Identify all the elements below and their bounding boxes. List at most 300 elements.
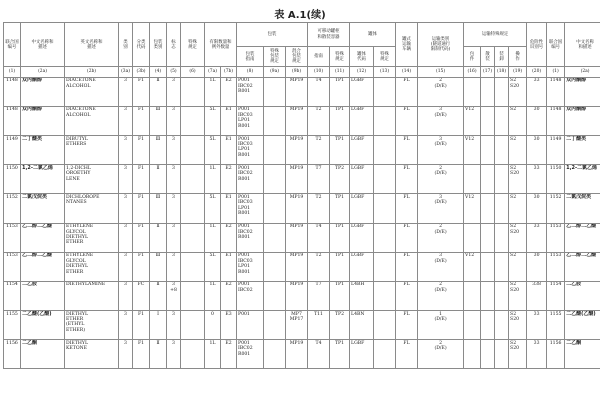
cell-tank-code: LGBF (350, 252, 374, 281)
column-number: (7b) (221, 67, 237, 77)
cell-tank-instruction: T7 (308, 165, 330, 194)
cell-tank-special: TP1 (330, 135, 350, 164)
cell-tank-special: TP1 (330, 281, 350, 310)
cell-special-provisions (181, 281, 205, 310)
header-tank-instruction: 指南 (308, 47, 330, 67)
cell-packages (464, 281, 481, 310)
cell-label: 3 (167, 311, 181, 340)
cell-en-name: DIACETONE ALCOHOL (65, 106, 119, 135)
cell-class: 3 (119, 281, 133, 310)
cell-tank-special: TP2 (330, 311, 350, 340)
cell-en-name: DIETHYL KETONE (65, 340, 119, 369)
header-packing-instruction: 包装 指南 (237, 47, 264, 67)
cell-un: 1153 (4, 223, 21, 252)
cell-tank-instruction: T7 (308, 281, 330, 310)
cell-tank-code: L4BN (350, 311, 374, 340)
cell-zh-name: 1,2-二氯乙烯 (21, 165, 65, 194)
cell-code: FC (133, 281, 150, 310)
cell-tank-code: LGBF (350, 135, 374, 164)
cell-limited-qty: 1L (205, 165, 221, 194)
cell-loading (495, 135, 509, 164)
cell-un-2: 1148 (547, 106, 565, 135)
cell-limited-qty: 0 (205, 311, 221, 340)
cell-special-packing (264, 340, 286, 369)
cell-packing-group: Ⅱ (150, 340, 167, 369)
cell-un: 1154 (4, 281, 21, 310)
cell-tank-code: LGBF (350, 194, 374, 223)
cell-mixed-packing: MP7 MP17 (286, 311, 308, 340)
cell-bulk (481, 340, 495, 369)
cell-zh-name-2: 1,2-二氯乙烯 (565, 165, 600, 194)
cell-class: 3 (119, 311, 133, 340)
cell-en-name: ETHYLENE GLYCOL DIETHYL ETHER (65, 223, 119, 252)
cell-transport-category: 2 (D/E) (418, 223, 464, 252)
cell-packages (464, 165, 481, 194)
cell-en-name: DIBUTYL ETHERS (65, 135, 119, 164)
cell-bulk (481, 281, 495, 310)
cell-tank-instruction: T2 (308, 194, 330, 223)
cell-tank-code: LGBF (350, 165, 374, 194)
cell-label: 3 (167, 106, 181, 135)
cell-un: 1148 (4, 77, 21, 106)
cell-packing-instruction: P001 IBC02 R001 (237, 165, 264, 194)
cell-packages: V12 (464, 106, 481, 135)
cell-mixed-packing: MP19 (286, 77, 308, 106)
cell-tank-instruction: T2 (308, 252, 330, 281)
header-mixed-packing: 混合 包装 规定 (286, 47, 308, 67)
cell-loading (495, 311, 509, 340)
table-row (4, 165, 600, 194)
column-number: (11) (330, 67, 350, 77)
cell-transport-category: 2 (D/E) (418, 340, 464, 369)
cell-hazard-id: 33 (527, 165, 547, 194)
cell-code: F1 (133, 194, 150, 223)
cell-tank-vehicle: FL (396, 281, 418, 310)
cell-operation: S2 (509, 135, 527, 164)
cell-tank-instruction: T11 (308, 311, 330, 340)
cell-operation: S2 S20 (509, 281, 527, 310)
cell-code: F1 (133, 135, 150, 164)
header-en-name: 英文名称和 描述 (65, 23, 119, 67)
column-number: (18) (495, 67, 509, 77)
cell-excepted-qty: E2 (221, 165, 237, 194)
cell-limited-qty: 1L (205, 340, 221, 369)
cell-bulk (481, 106, 495, 135)
cell-packing-instruction: P001 IBC02 R001 (237, 77, 264, 106)
cell-zh-name: 二乙胺 (21, 281, 65, 310)
cell-zh-name: 二丁醚类 (21, 135, 65, 164)
cell-tank-vehicle: FL (396, 194, 418, 223)
cell-code: F1 (133, 311, 150, 340)
cell-tank-code-special (374, 106, 396, 135)
column-number: (5) (167, 67, 181, 77)
cell-loading (495, 340, 509, 369)
cell-packing-instruction: P001 IBC03 LP01 R001 (237, 252, 264, 281)
cell-transport-category: 1 (D/E) (418, 311, 464, 340)
cell-label: 3 (167, 223, 181, 252)
cell-tank-special: TP1 (330, 340, 350, 369)
cell-zh-name: 乙二醇二乙醚 (21, 223, 65, 252)
header-packing: 包装 (237, 23, 308, 47)
cell-tank-special: TP1 (330, 106, 350, 135)
header-loading: 装 卸 (495, 47, 509, 67)
cell-tank-code-special (374, 135, 396, 164)
header-special-provisions: 特殊 规定 (181, 23, 205, 67)
cell-tank-vehicle: FL (396, 106, 418, 135)
header-transport-category: 运输类别 (隧道通行 限制代码) (418, 23, 464, 67)
cell-loading (495, 252, 509, 281)
cell-un: 1156 (4, 340, 21, 369)
header-tank-code-special: 特殊 规定 (374, 47, 396, 67)
cell-excepted-qty: E2 (221, 77, 237, 106)
cell-hazard-id: 338 (527, 281, 547, 310)
column-number: (1) (547, 67, 565, 77)
column-number: (8) (237, 67, 264, 77)
cell-special-provisions (181, 252, 205, 281)
cell-excepted-qty: E1 (221, 252, 237, 281)
cell-un: 1149 (4, 135, 21, 164)
cell-transport-category: 3 (D/E) (418, 106, 464, 135)
cell-un-2: 1154 (547, 281, 565, 310)
cell-packages (464, 223, 481, 252)
cell-tank-code-special (374, 340, 396, 369)
cell-tank-special: TP1 (330, 223, 350, 252)
header-transport-special: 运输特殊规定 (464, 23, 527, 47)
cell-zh-name-2: 二乙醚(乙醚) (565, 311, 600, 340)
cell-limited-qty: 5L (205, 194, 221, 223)
cell-packages: V12 (464, 252, 481, 281)
cell-packing-group: Ⅲ (150, 252, 167, 281)
cell-label: 3 (167, 77, 181, 106)
cell-en-name: DIACETONE ALCOHOL (65, 77, 119, 106)
table-row (4, 252, 600, 281)
cell-tank-code-special (374, 77, 396, 106)
cell-zh-name-2: 乙二醇二乙醚 (565, 252, 600, 281)
cell-excepted-qty: E2 (221, 223, 237, 252)
cell-code: F1 (133, 106, 150, 135)
cell-zh-name-2: 双丙酮醇 (565, 77, 600, 106)
cell-bulk (481, 165, 495, 194)
cell-packing-group: Ⅱ (150, 165, 167, 194)
table-row (4, 77, 600, 106)
cell-zh-name: 双丙酮醇 (21, 77, 65, 106)
cell-zh-name-2: 二氯戊烷类 (565, 194, 600, 223)
cell-loading (495, 223, 509, 252)
cell-class: 3 (119, 194, 133, 223)
cell-label: 3 +8 (167, 281, 181, 310)
cell-packing-instruction: P001 IBC02 (237, 281, 264, 310)
header-operation: 操 作 (509, 47, 527, 67)
cell-operation: S2 S20 (509, 165, 527, 194)
header-label: 标 志 (167, 23, 181, 67)
cell-excepted-qty: E2 (221, 340, 237, 369)
cell-tank-special: TP2 (330, 165, 350, 194)
cell-special-packing (264, 252, 286, 281)
cell-zh-name: 二乙醚(乙醚) (21, 311, 65, 340)
table-row (4, 340, 600, 369)
cell-excepted-qty: E2 (221, 281, 237, 310)
cell-limited-qty: 1L (205, 223, 221, 252)
cell-operation: S2 (509, 106, 527, 135)
header-un-2: 联合国 编号 (547, 23, 565, 67)
cell-special-provisions (181, 311, 205, 340)
cell-tank-vehicle: FL (396, 77, 418, 106)
cell-loading (495, 165, 509, 194)
column-number: (14) (396, 67, 418, 77)
cell-tank-vehicle: FL (396, 165, 418, 194)
cell-packages: V12 (464, 135, 481, 164)
cell-un: 1148 (4, 106, 21, 135)
table-title: 表 A.1(续) (274, 10, 326, 21)
cell-tank-code-special (374, 281, 396, 310)
cell-mixed-packing: MP19 (286, 135, 308, 164)
cell-tank-vehicle: FL (396, 252, 418, 281)
cell-class: 3 (119, 223, 133, 252)
column-number: (2a) (21, 67, 65, 77)
header-row-1 (4, 23, 600, 47)
cell-tank-code: LGBF (350, 223, 374, 252)
cell-special-packing (264, 165, 286, 194)
cell-hazard-id: 33 (527, 77, 547, 106)
cell-class: 3 (119, 135, 133, 164)
header-code: 分类 代码 (133, 23, 150, 67)
cell-hazard-id: 30 (527, 135, 547, 164)
cell-zh-name-2: 二丁醚类 (565, 135, 600, 164)
cell-un: 1150 (4, 165, 21, 194)
header-bulk: 散 装 (481, 47, 495, 67)
cell-en-name: DIETHYL ETHER (ETHYL ETHER) (65, 311, 119, 340)
cell-tank-instruction: T2 (308, 106, 330, 135)
cell-en-name: DIETHYLAMINE (65, 281, 119, 310)
cell-transport-category: 3 (D/E) (418, 135, 464, 164)
cell-packing-group: Ⅲ (150, 106, 167, 135)
cell-bulk (481, 311, 495, 340)
cell-packing-instruction: P001 IBC02 R001 (237, 340, 264, 369)
cell-excepted-qty: E3 (221, 311, 237, 340)
cell-un-2: 1148 (547, 77, 565, 106)
cell-transport-category: 2 (D/E) (418, 165, 464, 194)
column-number: (19) (509, 67, 527, 77)
column-number: (6) (181, 67, 205, 77)
table-body (4, 77, 600, 369)
cell-packing-group: Ⅰ (150, 311, 167, 340)
cell-tank-instruction: T4 (308, 223, 330, 252)
cell-packing-group: Ⅱ (150, 223, 167, 252)
cell-operation: S2 (509, 194, 527, 223)
cell-special-packing (264, 281, 286, 310)
cell-packages: V12 (464, 194, 481, 223)
cell-un-2: 1153 (547, 223, 565, 252)
header-limited-quantity: 有限数量和 例外数量 (205, 23, 237, 67)
cell-zh-name-2: 二乙胺 (565, 281, 600, 310)
cell-label: 3 (167, 252, 181, 281)
header-portable-tank: 可移动罐柜 和散装容器 (308, 23, 350, 47)
column-number: (2b) (65, 67, 119, 77)
cell-hazard-id: 33 (527, 340, 547, 369)
cell-packing-instruction: P001 IBC03 LP01 R001 (237, 194, 264, 223)
cell-packing-group: Ⅲ (150, 135, 167, 164)
cell-class: 3 (119, 252, 133, 281)
cell-excepted-qty: E1 (221, 106, 237, 135)
cell-tank-code: LGBF (350, 106, 374, 135)
cell-packing-instruction: P001 IBC03 LP01 R001 (237, 106, 264, 135)
cell-special-provisions (181, 340, 205, 369)
cell-mixed-packing: MP19 (286, 106, 308, 135)
cell-un-2: 1150 (547, 165, 565, 194)
cell-hazard-id: 30 (527, 252, 547, 281)
column-number: (9a) (264, 67, 286, 77)
column-number: (2a) (565, 67, 600, 77)
cell-un-2: 1149 (547, 135, 565, 164)
header-tank: 罐体 (350, 23, 396, 47)
cell-special-provisions (181, 106, 205, 135)
cell-operation: S2 S20 (509, 311, 527, 340)
cell-zh-name: 乙二醇二乙醚 (21, 252, 65, 281)
cell-tank-vehicle: FL (396, 223, 418, 252)
cell-en-name: DICHLOROPE NTANES (65, 194, 119, 223)
header-special-packing: 特殊 包装 规定 (264, 47, 286, 67)
cell-packages (464, 77, 481, 106)
cell-bulk (481, 135, 495, 164)
cell-tank-vehicle: FL (396, 340, 418, 369)
header-tank-vehicle: 罐式 运输 车辆 (396, 23, 418, 67)
cell-special-packing (264, 223, 286, 252)
cell-zh-name: 二氯戊烷类 (21, 194, 65, 223)
cell-hazard-id: 30 (527, 106, 547, 135)
cell-packing-instruction: P001 IBC03 LP01 R001 (237, 135, 264, 164)
cell-excepted-qty: E1 (221, 135, 237, 164)
cell-un: 1152 (4, 194, 21, 223)
cell-special-provisions (181, 223, 205, 252)
column-number: (7a) (205, 67, 221, 77)
column-number: (20) (527, 67, 547, 77)
cell-zh-name-2: 双丙酮醇 (565, 106, 600, 135)
cell-transport-category: 2 (D/E) (418, 77, 464, 106)
cell-en-name: 1,2-DICHL OROETHY LENE (65, 165, 119, 194)
cell-un-2: 1156 (547, 340, 565, 369)
cell-hazard-id: 33 (527, 311, 547, 340)
cell-packing-instruction: P001 (237, 311, 264, 340)
header-packages: 包 件 (464, 47, 481, 67)
cell-special-packing (264, 135, 286, 164)
cell-code: F1 (133, 252, 150, 281)
column-number: (9b) (286, 67, 308, 77)
cell-label: 3 (167, 165, 181, 194)
cell-loading (495, 106, 509, 135)
cell-loading (495, 281, 509, 310)
cell-un-2: 1152 (547, 194, 565, 223)
cell-zh-name-2: 乙二醇二乙醚 (565, 223, 600, 252)
table-row (4, 281, 600, 310)
cell-tank-code: L4BH (350, 281, 374, 310)
cell-transport-category: 2 (D/E) (418, 281, 464, 310)
cell-tank-code-special (374, 223, 396, 252)
cell-packing-group: Ⅲ (150, 194, 167, 223)
cell-tank-instruction: T4 (308, 340, 330, 369)
cell-special-provisions (181, 135, 205, 164)
cell-special-packing (264, 77, 286, 106)
cell-bulk (481, 77, 495, 106)
cell-un: 1155 (4, 311, 21, 340)
cell-code: F1 (133, 223, 150, 252)
cell-operation: S2 S20 (509, 223, 527, 252)
cell-tank-code-special (374, 194, 396, 223)
cell-mixed-packing: MP19 (286, 165, 308, 194)
cell-mixed-packing: MP19 (286, 340, 308, 369)
cell-tank-vehicle: FL (396, 135, 418, 164)
column-number: (4) (150, 67, 167, 77)
cell-class: 3 (119, 106, 133, 135)
cell-label: 3 (167, 340, 181, 369)
header-zh-name-2: 中文名称 和描述 (565, 23, 600, 67)
cell-special-provisions (181, 194, 205, 223)
dangerous-goods-table (3, 22, 600, 369)
header-tank-special: 特殊 规定 (330, 47, 350, 67)
column-number: (1) (4, 67, 21, 77)
table-row (4, 311, 600, 340)
cell-tank-special: TP1 (330, 252, 350, 281)
cell-tank-code: LGBF (350, 340, 374, 369)
cell-transport-category: 3 (D/E) (418, 252, 464, 281)
cell-code: F1 (133, 340, 150, 369)
column-number: (10) (308, 67, 330, 77)
cell-tank-code-special (374, 165, 396, 194)
cell-mixed-packing: MP19 (286, 194, 308, 223)
cell-zh-name-2: 二乙酮 (565, 340, 600, 369)
cell-packing-group: Ⅱ (150, 281, 167, 310)
cell-tank-vehicle: FL (396, 311, 418, 340)
header-packing-group: 包装 类别 (150, 23, 167, 67)
cell-limited-qty: 5L (205, 252, 221, 281)
cell-bulk (481, 252, 495, 281)
cell-tank-code-special (374, 252, 396, 281)
header-un: 联合国 编号 (4, 23, 21, 67)
cell-loading (495, 194, 509, 223)
cell-code: F1 (133, 165, 150, 194)
cell-packing-group: Ⅱ (150, 77, 167, 106)
column-number: (13) (374, 67, 396, 77)
cell-en-name: ETHYLENE GLYCOL DIETHYL ETHER (65, 252, 119, 281)
cell-special-packing (264, 106, 286, 135)
column-number: (16) (464, 67, 481, 77)
cell-operation: S2 (509, 252, 527, 281)
cell-bulk (481, 194, 495, 223)
header-class: 类 别 (119, 23, 133, 67)
header-hazard-id: 危险性 识别号 (527, 23, 547, 67)
cell-un-2: 1155 (547, 311, 565, 340)
column-number-row (4, 67, 600, 77)
cell-tank-code-special (374, 311, 396, 340)
cell-limited-qty: 1L (205, 281, 221, 310)
cell-special-packing (264, 311, 286, 340)
cell-special-packing (264, 194, 286, 223)
column-number: (3a) (119, 67, 133, 77)
cell-excepted-qty: E1 (221, 194, 237, 223)
cell-un-2: 1153 (547, 252, 565, 281)
cell-tank-code: LGBF (350, 77, 374, 106)
cell-mixed-packing: MP19 (286, 223, 308, 252)
cell-transport-category: 3 (D/E) (418, 194, 464, 223)
column-number: (15) (418, 67, 464, 77)
cell-label: 3 (167, 194, 181, 223)
cell-bulk (481, 223, 495, 252)
cell-label: 3 (167, 135, 181, 164)
cell-packages (464, 340, 481, 369)
cell-tank-special: TP1 (330, 194, 350, 223)
table-row (4, 223, 600, 252)
cell-code: F1 (133, 77, 150, 106)
cell-tank-instruction: T4 (308, 77, 330, 106)
